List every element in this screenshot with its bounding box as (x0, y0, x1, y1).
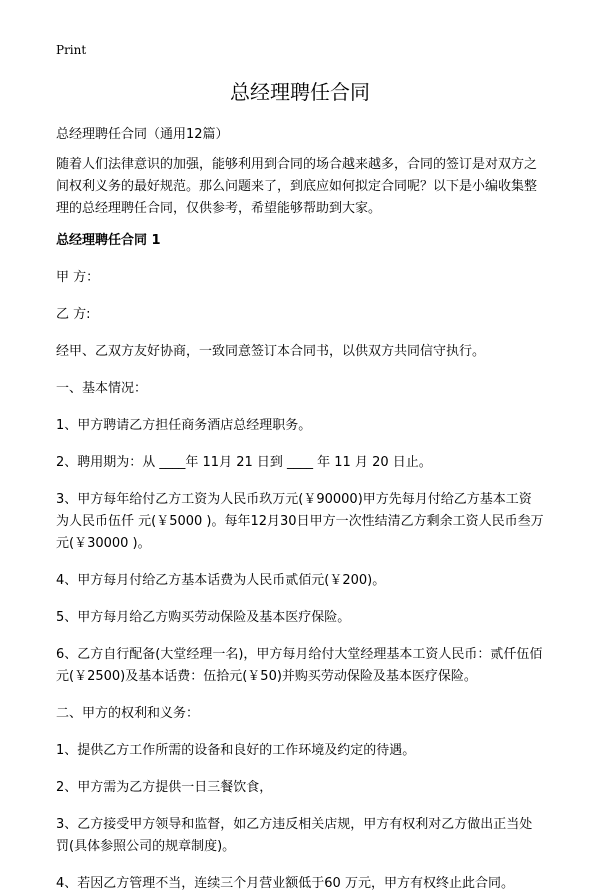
clause-1-4: 4、甲方每月付给乙方基本话费为人民币贰佰元(￥200)。 (56, 573, 386, 588)
section-heading-rights: 二、甲方的权利和义务： (56, 706, 200, 721)
print-label[interactable]: Print (56, 43, 87, 57)
clause-1-6: 6、乙方自行配备(大堂经理一名)，甲方每月给付大堂经理基本工资人民币：贰仟伍佰元(￥2500)及基本话费：伍拾元(￥50)并购买劳动保险及基本医疗保险。 (56, 647, 543, 684)
clause-1-2: 2、聘用期为：从 ____年 11月 21 日到 ____ 年 11 月 20 日止。 (56, 455, 432, 470)
clause-1-1: 1、甲方聘请乙方担任商务酒店总经理职务。 (56, 418, 312, 433)
agreement-paragraph: 经甲、乙双方友好协商，一致同意签订本合同书，以供双方共同信守执行。 (56, 344, 486, 359)
party-a-line: 甲 方： (56, 270, 100, 285)
clause-2-4: 4、若因乙方管理不当，连续三个月营业额低于60 万元，甲方有权终止此合同。 (56, 876, 514, 891)
clause-2-3: 3、乙方接受甲方领导和监督，如乙方违反相关店规，甲方有权利对乙方做出正当处罚(具体参照公司的规章制度)。 (56, 817, 533, 854)
document-title: 总经理聘任合同 (230, 80, 370, 104)
clause-1-5: 5、甲方每月给乙方购买劳动保险及基本医疗保险。 (56, 610, 351, 625)
party-b-line: 乙 方: (56, 307, 91, 322)
contract-heading: 总经理聘任合同 1 (56, 233, 161, 248)
section-heading-basic: 一、基本情况： (56, 381, 148, 396)
document-subtitle: 总经理聘任合同（通用12篇） (56, 127, 229, 142)
clause-2-1: 1、提供乙方工作所需的设备和良好的工作环境及约定的待遇。 (56, 743, 416, 758)
intro-paragraph: 随着人们法律意识的加强，能够利用到合同的场合越来越多，合同的签订是对双方之间权利义务的最好规范。那么问题来了，到底应如何拟定合同呢？以下是小编收集整理的总经理聘任合同，仅供参考，希望能够帮助到大家。 (56, 157, 538, 216)
clause-1-3: 3、甲方每年给付乙方工资为人民币玖万元(￥90000)甲方先每月付给乙方基本工资为人民币伍仟 元(￥5000 )。每年12月30日甲方一次性结清乙方剩余工资人民币叁万元(￥30000 )。 (56, 492, 544, 551)
clause-2-2: 2、甲方需为乙方提供一日三餐饮食， (56, 780, 273, 795)
